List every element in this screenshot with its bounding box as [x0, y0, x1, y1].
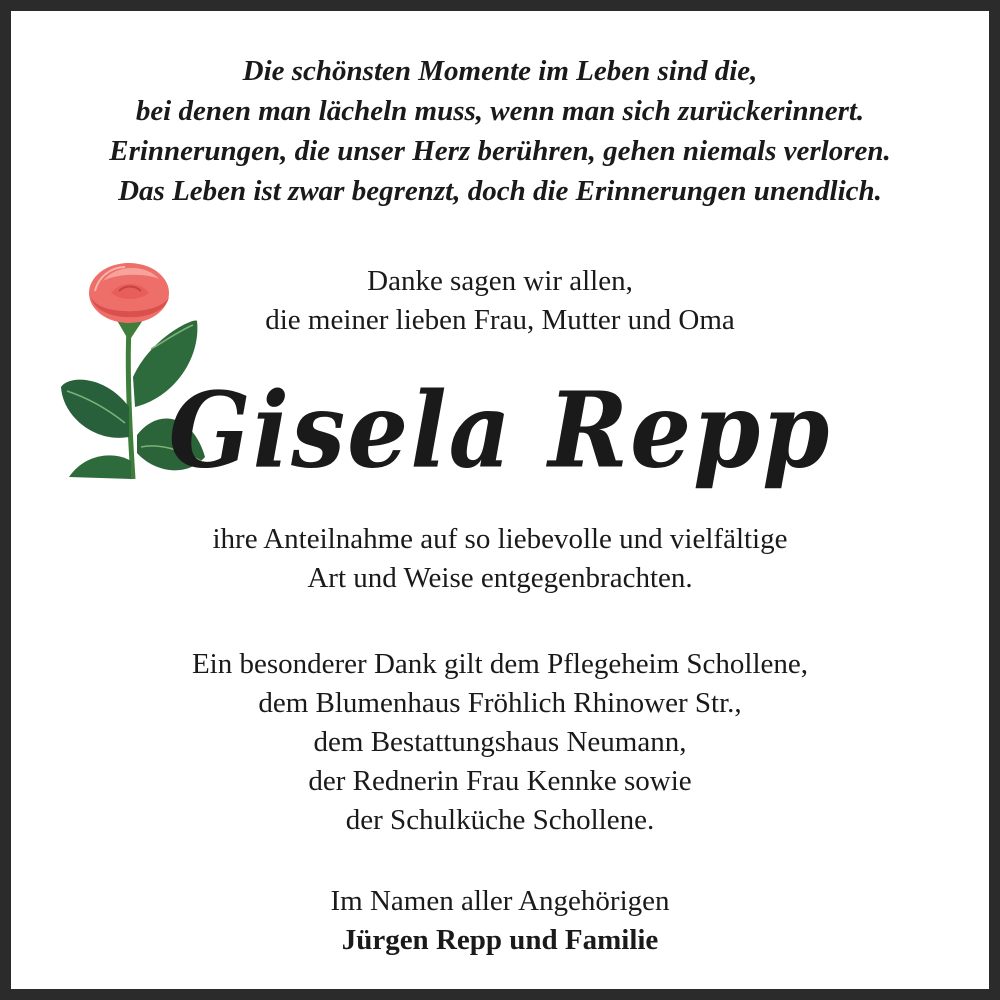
text-line: Ein besonderer Dank gilt dem Pflegeheim Schollene, [191, 648, 809, 680]
quote-line: Das Leben ist zwar begrenzt, doch die Erinnerungen unendlich. [118, 175, 882, 207]
quote-line: bei denen man lächeln muss, wenn man sich zurückerinnert. [135, 95, 865, 127]
text-line: der Rednerin Frau Kennke sowie [308, 765, 692, 797]
text-line: Art und Weise entgegenbrachten. [307, 562, 693, 594]
text-line: ihre Anteilnahme auf so liebevolle und vielfältige [212, 523, 788, 555]
deceased-name: Gisela Repp [168, 369, 832, 492]
special-thanks [11, 645, 989, 840]
quote-line: Erinnerungen, die unser Herz berühren, gehen niemals verloren. [109, 135, 891, 167]
text-line: der Schulküche Schollene. [345, 804, 655, 836]
text-line: die meiner lieben Frau, Mutter und Oma [265, 304, 735, 336]
participation-text [11, 520, 989, 598]
text-line: dem Bestattungshaus Neumann, [313, 726, 687, 758]
text-line: dem Blumenhaus Fröhlich Rhinower Str., [258, 687, 742, 719]
memorial-quote [11, 51, 989, 211]
text-line: Danke sagen wir allen, [367, 265, 633, 297]
closing-line: Im Namen aller Angehörigen [330, 885, 670, 917]
signature: Jürgen Repp und Familie [341, 924, 659, 956]
closing [11, 882, 989, 960]
quote-line: Die schönsten Momente im Leben sind die, [242, 55, 758, 87]
thanks-intro [11, 262, 989, 340]
